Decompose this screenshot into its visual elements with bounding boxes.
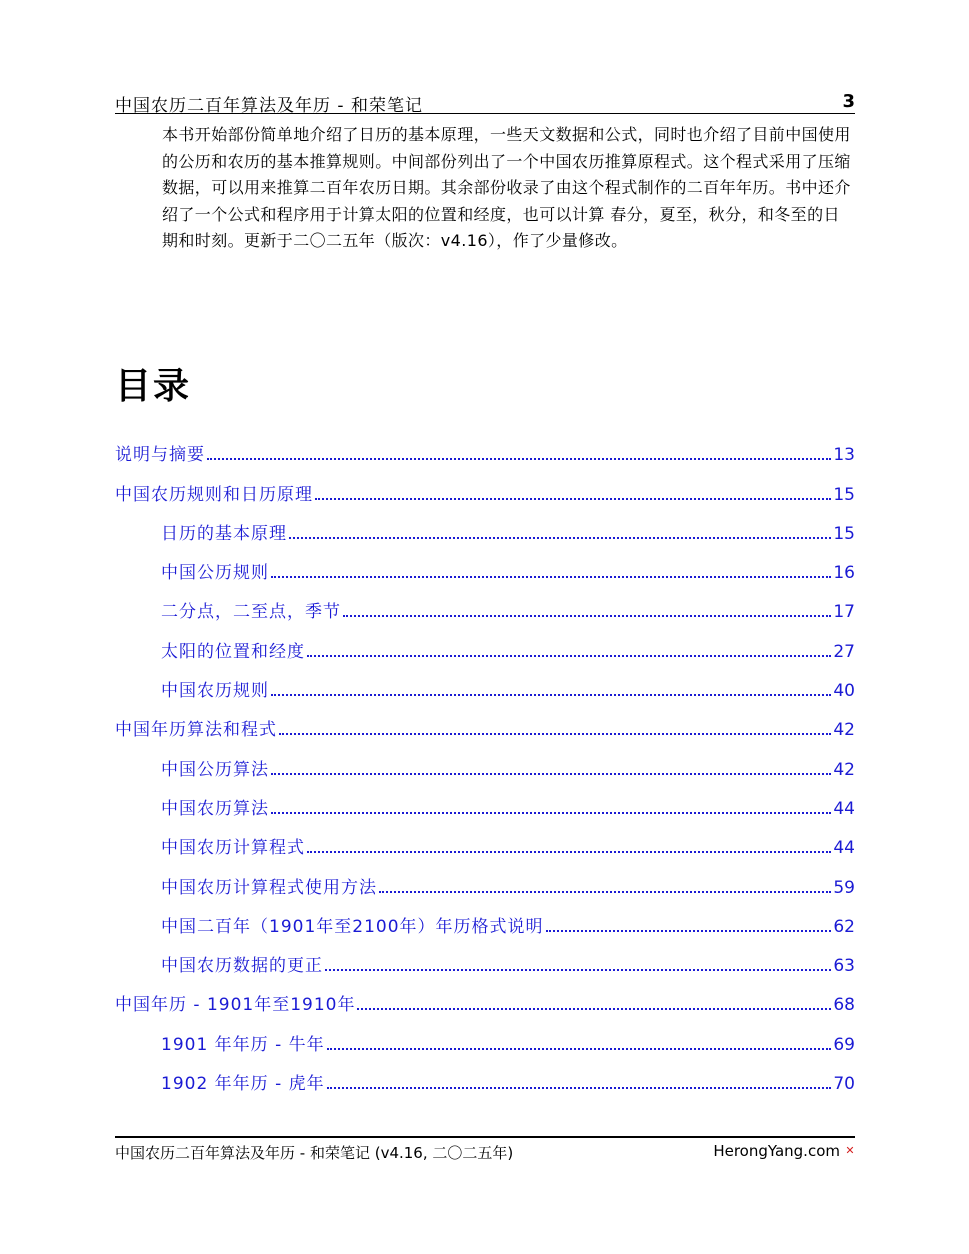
toc-entry-title[interactable]: 中国农历计算程式使用方法	[161, 877, 377, 898]
toc-leader-dots	[327, 1048, 832, 1050]
toc-entry[interactable]	[115, 712, 855, 751]
toc-leader-dots	[379, 891, 831, 893]
toc-entry-page[interactable]: 68	[833, 995, 855, 1016]
toc-entry[interactable]	[115, 555, 855, 594]
footer-site-link[interactable]: HerongYang.com	[713, 1142, 840, 1160]
toc-entry-page[interactable]: 63	[833, 956, 855, 977]
toc-entry-page[interactable]: 17	[833, 602, 855, 623]
toc-entry[interactable]	[115, 948, 855, 987]
toc-entry-title[interactable]: 中国农历规则和日历原理	[115, 484, 313, 505]
toc-entry[interactable]	[115, 516, 855, 555]
toc-leader-dots	[271, 773, 831, 775]
toc-entry-title[interactable]: 中国农历算法	[161, 798, 269, 819]
toc-leader-dots	[279, 733, 831, 735]
toc-entry[interactable]	[115, 1026, 855, 1065]
toc-entry[interactable]	[115, 869, 855, 908]
toc-leader-dots	[327, 1087, 832, 1089]
page-header	[115, 88, 855, 114]
toc-entry-page[interactable]: 13	[833, 445, 855, 466]
toc-entry-title[interactable]: 太阳的位置和经度	[161, 641, 305, 662]
toc-entry-page[interactable]: 40	[833, 681, 855, 702]
toc-entry-title[interactable]: 中国公历算法	[161, 759, 269, 780]
toc-entry-page[interactable]: 69	[833, 1034, 855, 1055]
toc-entry-page[interactable]: 27	[833, 641, 855, 662]
toc-leader-dots	[207, 458, 831, 460]
toc-entry-title[interactable]: 说明与摘要	[115, 445, 205, 466]
header-title: 中国农历二百年算法及年历 - 和荣笔记	[115, 96, 423, 116]
toc-entry-title[interactable]: 1902 年年历 - 虎年	[161, 1074, 325, 1095]
toc-leader-dots	[307, 655, 831, 657]
toc-entry-page[interactable]: 44	[833, 838, 855, 859]
toc-entry-title[interactable]: 中国农历数据的更正	[161, 956, 323, 977]
toc-entry[interactable]	[115, 830, 855, 869]
toc-entry[interactable]	[115, 909, 855, 948]
toc-list	[115, 437, 855, 1105]
toc-leader-dots	[357, 1008, 831, 1010]
toc-entry[interactable]	[115, 1066, 855, 1105]
toc-leader-dots	[546, 930, 832, 932]
toc-entry-page[interactable]: 62	[833, 916, 855, 937]
toc-heading: 目录	[115, 366, 192, 407]
toc-entry-title[interactable]: 中国公历规则	[161, 563, 269, 584]
herong-logo-icon: ✕	[845, 1144, 855, 1157]
page-footer	[115, 1136, 855, 1166]
toc-leader-dots	[343, 615, 831, 617]
header-divider	[115, 113, 855, 114]
toc-entry-page[interactable]: 42	[833, 720, 855, 741]
toc-entry-page[interactable]: 15	[833, 523, 855, 544]
toc-entry-title[interactable]: 1901 年年历 - 牛年	[161, 1034, 325, 1055]
footer-site[interactable]	[713, 1142, 855, 1160]
toc-leader-dots	[289, 537, 831, 539]
toc-entry-page[interactable]: 44	[833, 798, 855, 819]
toc-entry[interactable]	[115, 673, 855, 712]
toc-entry-title[interactable]: 二分点，二至点，季节	[161, 602, 341, 623]
toc-entry[interactable]	[115, 791, 855, 830]
toc-leader-dots	[307, 851, 831, 853]
footer-divider	[115, 1136, 855, 1138]
toc-leader-dots	[315, 498, 831, 500]
toc-entry-page[interactable]: 70	[833, 1074, 855, 1095]
toc-leader-dots	[325, 969, 831, 971]
intro-paragraph: 本书开始部份简单地介绍了日历的基本原理，一些天文数据和公式，同时也介绍了目前中国使用的公历和农历的基本推算规则。中间部份列出了一个中国农历推算原程式。这个程式采用了压缩数据，可以用来推算二百年农历日期。其余部份收录了由这个程式制作的二百年年历。书中还介绍了一个公式和程序用于计算太阳的位置和经度，也可以计算 春分，夏至，秋分，和冬至的日期和时刻。更新于二〇二五年（版次：v4.16），作了少量修改。	[162, 125, 851, 251]
toc-entry-title[interactable]: 日历的基本原理	[161, 523, 287, 544]
toc-entry-page[interactable]: 42	[833, 759, 855, 780]
toc-entry-title[interactable]: 中国农历计算程式	[161, 838, 305, 859]
toc-entry[interactable]	[115, 437, 855, 476]
toc-entry[interactable]	[115, 594, 855, 633]
toc-entry[interactable]	[115, 751, 855, 790]
toc-leader-dots	[271, 576, 831, 578]
toc-entry[interactable]	[115, 987, 855, 1026]
toc-entry[interactable]	[115, 633, 855, 672]
header-page-number: 3	[842, 91, 855, 112]
toc-entry-page[interactable]: 59	[833, 877, 855, 898]
toc-entry-title[interactable]: 中国年历 - 1901年至1910年	[115, 995, 356, 1016]
intro-section	[162, 122, 854, 255]
toc-entry[interactable]	[115, 476, 855, 515]
toc-entry-title[interactable]: 中国农历规则	[161, 681, 269, 702]
toc-entry-page[interactable]: 16	[833, 563, 855, 584]
toc-leader-dots	[271, 694, 831, 696]
toc-leader-dots	[271, 812, 831, 814]
toc-entry-title[interactable]: 中国二百年（1901年至2100年）年历格式说明	[161, 916, 544, 937]
footer-book-info: 中国农历二百年算法及年历 - 和荣笔记 (v4.16, 二〇二五年)	[115, 1144, 514, 1162]
toc-entry-page[interactable]: 15	[833, 484, 855, 505]
toc-entry-title[interactable]: 中国年历算法和程式	[115, 720, 277, 741]
